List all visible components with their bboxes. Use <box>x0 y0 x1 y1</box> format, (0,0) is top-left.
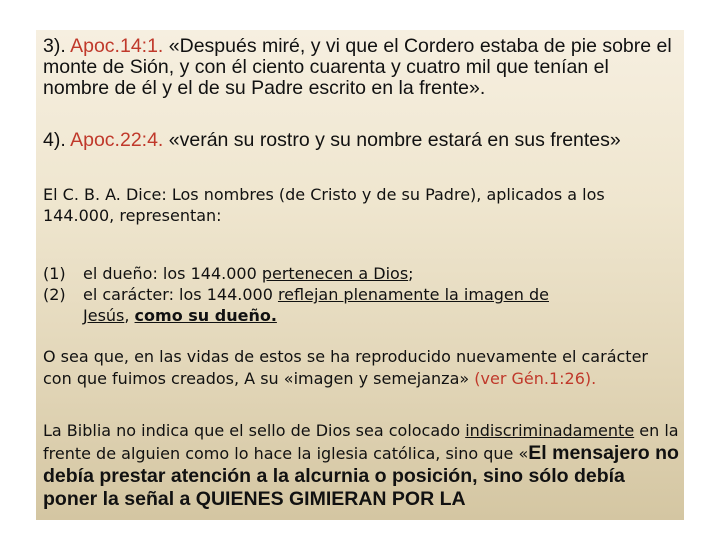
bible-reference: (ver Gén.1:26). <box>474 369 597 388</box>
paragraph-text: O sea que, en las vidas de estos se ha reproducido nuevamente el carácter con que fuimos creados, A su «imagen y semejanza» <box>43 347 648 388</box>
cba-text: El C. B. A. Dice: Los nombres (de Cristo y de su Padre), aplicados a los 144.000, representan: <box>43 185 605 225</box>
list-item <box>43 284 680 305</box>
paragraph-text: La Biblia no indica que el sello de Dios sea colocado <box>43 421 466 440</box>
underlined-text: reflejan plenamente la imagen de <box>277 285 549 304</box>
underlined-text: indiscriminadamente <box>465 421 635 440</box>
paragraph-cba <box>43 184 680 226</box>
paragraph-apoc-22-4 <box>43 130 680 151</box>
list-text: ; <box>408 264 414 283</box>
paragraph-text: en la frente de alguien como lo hace la iglesia católica, sino que « <box>43 421 679 463</box>
list-number: (2) <box>43 285 66 304</box>
bible-reference: Apoc.14:1. <box>70 35 164 57</box>
list-item <box>43 263 680 284</box>
slide-content <box>36 30 684 520</box>
item-number: 4). <box>43 129 71 151</box>
list-number: (1) <box>43 264 66 283</box>
list-text: el carácter: los 144.000 <box>83 285 278 304</box>
bold-quote-text: El mensajero no debía prestar atención a la alcurnia o posición, sino sólo debía poner la señal a QUIENES GIMIERAN POR LA <box>43 442 679 510</box>
underlined-bold-text: como su dueño. <box>134 306 277 325</box>
item-number: 3). <box>43 35 71 57</box>
bible-reference: Apoc.22:4. <box>70 129 164 151</box>
paragraph-apoc-14-1 <box>43 36 680 99</box>
page-margin-bottom <box>0 520 720 540</box>
numbered-list <box>43 263 680 326</box>
underlined-text: Jesús <box>83 306 125 325</box>
list-item-continuation <box>43 305 680 326</box>
paragraph-character <box>43 346 680 390</box>
paragraph-seal <box>43 420 680 511</box>
quote-text: «verán su rostro y su nombre estará en sus frentes» <box>163 129 621 151</box>
quote-text: «Después miré, y vi que el Cordero estaba de pie sobre el monte de Sión, y con él ciento cuarenta y cuatro mil que tenían el nombre de él y el de su Padre escrito en la frente». <box>43 35 672 99</box>
list-text: , <box>124 306 135 325</box>
list-text: el dueño: los 144.000 <box>83 264 262 283</box>
underlined-text: pertenecen a Dios <box>261 264 409 283</box>
